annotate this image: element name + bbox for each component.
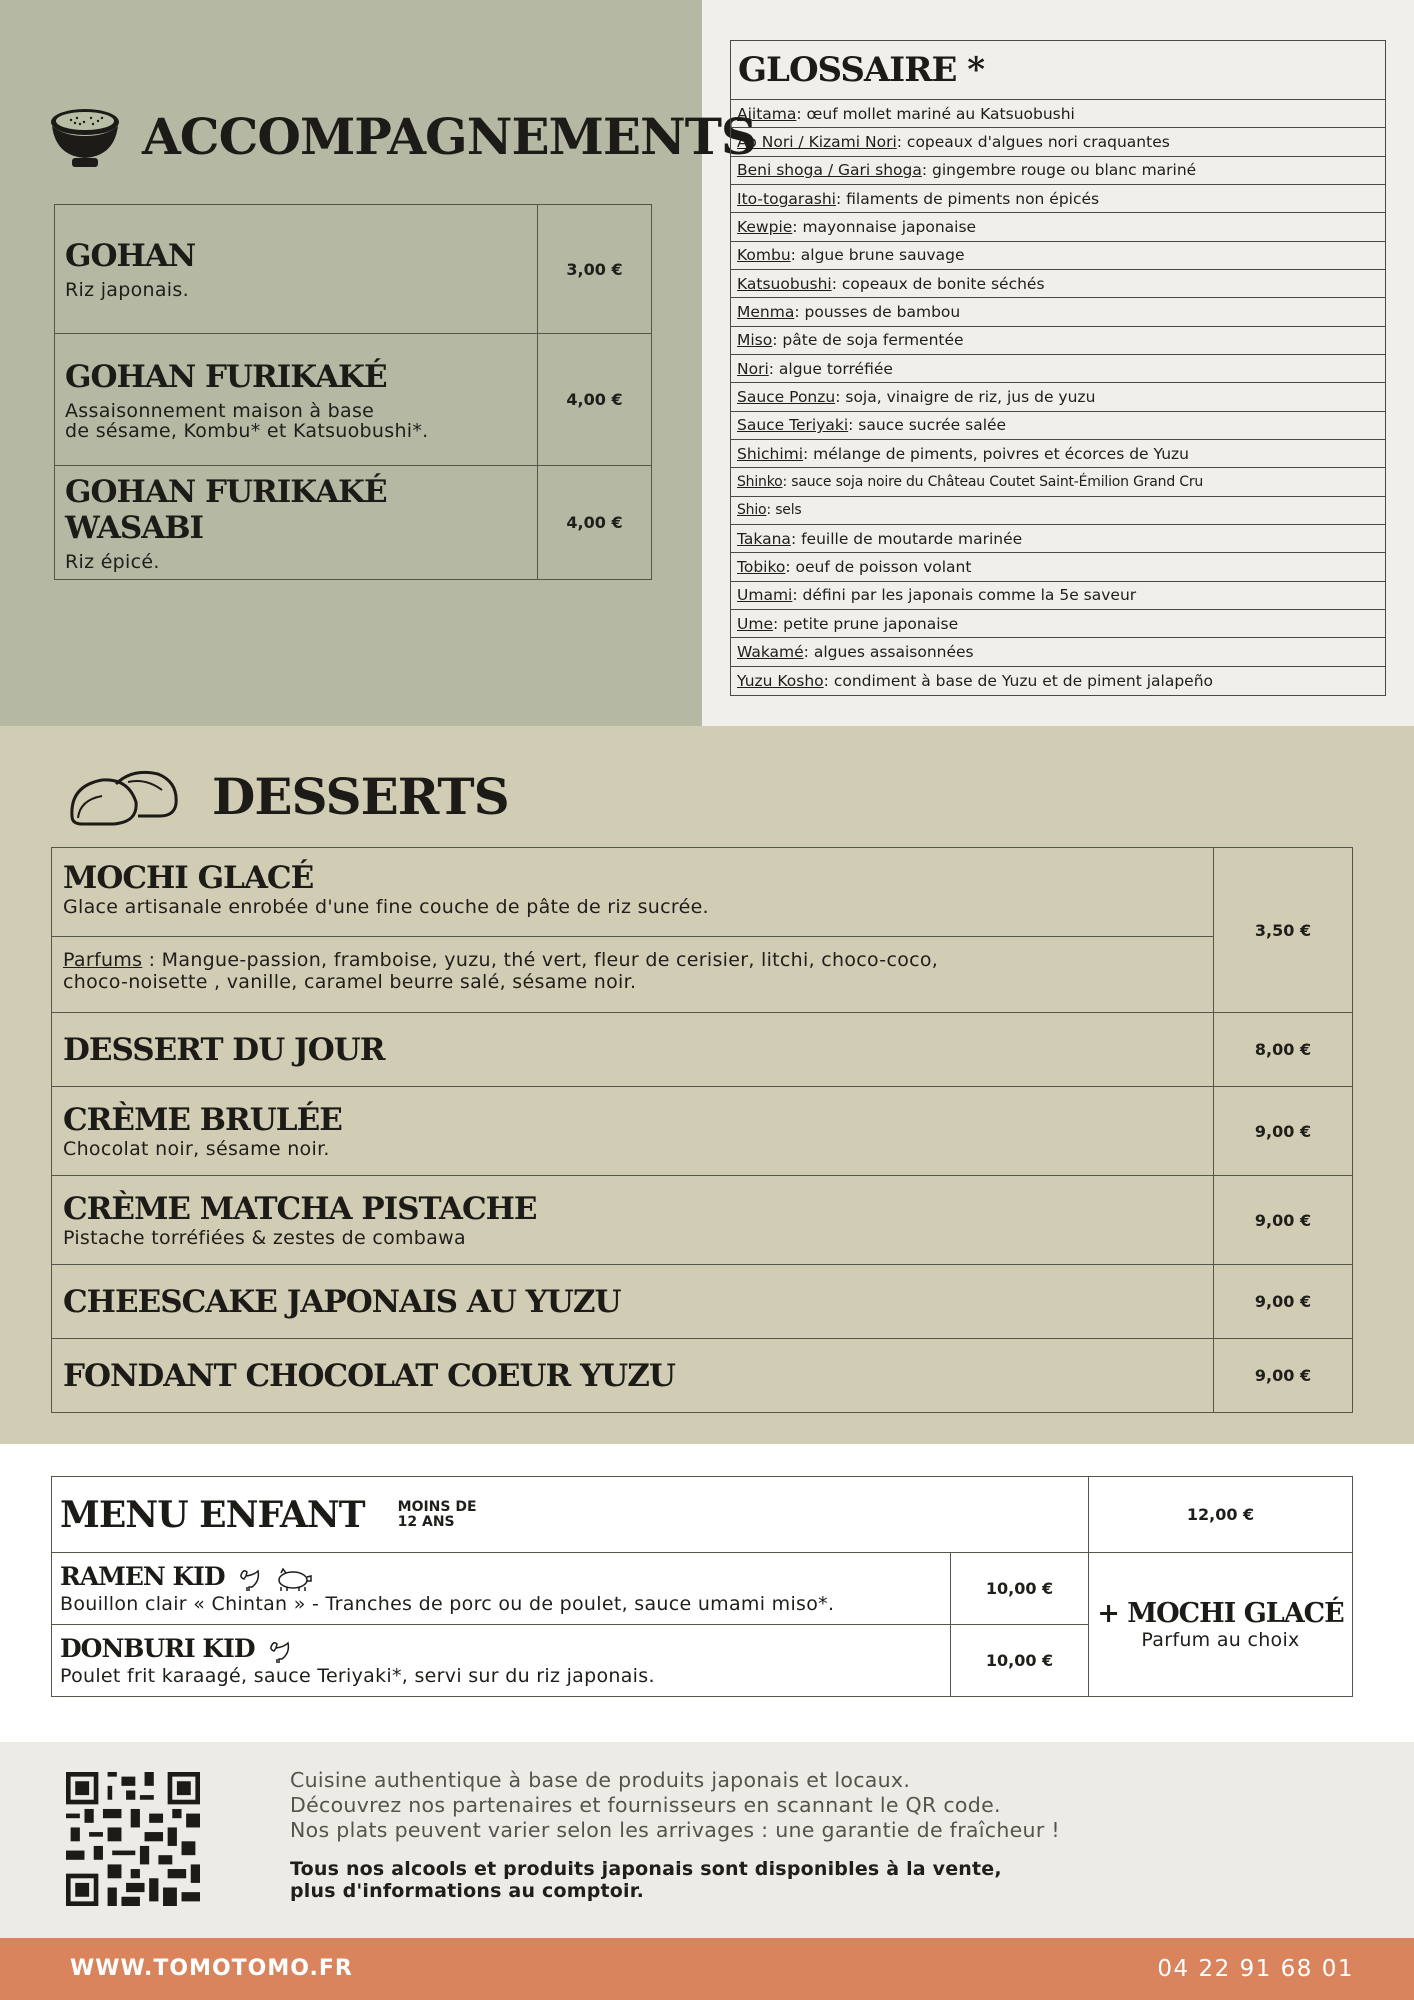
mochi-description-block	[52, 850, 1213, 937]
glossary-entry	[731, 100, 1385, 128]
table-row	[55, 466, 652, 580]
glossary-definition: : algues assaisonnées	[803, 642, 974, 661]
glossary-term: Ao Nori / Kizami Nori	[737, 132, 897, 151]
glossary-term: Umami	[737, 586, 793, 605]
glossary-term: Tobiko	[737, 557, 786, 576]
table-row	[55, 205, 652, 334]
item-name: RAMEN KID	[60, 1561, 225, 1591]
glossary-definition: : mayonnaise japonaise	[792, 217, 977, 236]
glossary	[730, 40, 1386, 696]
accompagnements-title: ACCOMPAGNEMENTS	[142, 106, 757, 166]
table-row	[52, 848, 1353, 1013]
pig-icon	[273, 1567, 313, 1593]
info-text	[290, 1768, 1060, 1843]
flavours-list-line2: choco-noisette , vanille, caramel beurre salé, sésame noir.	[63, 970, 637, 993]
dessert-subtitle: Parfum au choix	[1141, 1629, 1300, 1651]
item-price: 9,00 €	[1214, 1339, 1353, 1413]
table-row	[52, 1477, 1353, 1553]
glossary-entry	[731, 128, 1385, 156]
glossary-definition: : copeaux de bonite séchés	[831, 274, 1045, 293]
item-price: 4,00 €	[538, 466, 652, 580]
chicken-icon	[236, 1567, 262, 1593]
glossary-definition: : sauce soja noire du Château Coutet Saint-Émilion Grand Cru	[782, 473, 1204, 490]
qr-code-icon[interactable]	[66, 1772, 200, 1906]
glossary-entry	[731, 525, 1385, 553]
glossary-term: Kombu	[737, 246, 791, 265]
item-name: CRÈME BRULÉE	[63, 1102, 342, 1138]
glossary-term: Ume	[737, 614, 773, 633]
glossary-entry	[731, 440, 1385, 468]
item-name: FONDANT CHOCOLAT COEUR YUZU	[63, 1357, 675, 1394]
glossary-definition: : mélange de piments, poivres et écorces de Yuzu	[803, 444, 1189, 463]
chicken-icon	[266, 1639, 292, 1665]
glossary-entry	[731, 412, 1385, 440]
glossary-entry	[731, 497, 1385, 525]
age-limit-line1: MOINS DE	[397, 1498, 477, 1515]
glossary-entry	[731, 383, 1385, 411]
glossary-term: Sauce Ponzu	[737, 387, 836, 406]
table-row	[52, 1087, 1353, 1176]
item-description: Riz japonais.	[65, 279, 189, 301]
kids-menu-price: 12,00 €	[1089, 1477, 1353, 1553]
glossary-entry	[731, 298, 1385, 326]
phone-number[interactable]: 04 22 91 68 01	[1157, 1956, 1354, 1982]
glossary-definition: : filaments de piments non épicés	[836, 189, 1100, 208]
glossary-entry	[731, 582, 1385, 610]
item-name: CHEESCAKE JAPONAIS AU YUZU	[63, 1283, 621, 1320]
item-price: 9,00 €	[1214, 1087, 1353, 1176]
glossary-term: Wakamé	[737, 642, 804, 661]
glossary-term: Takana	[737, 529, 791, 548]
glossary-entry	[731, 327, 1385, 355]
item-price: 3,00 €	[538, 205, 652, 334]
glossary-definition: : sels	[766, 502, 802, 519]
glossary-definition: : pâte de soja fermentée	[772, 331, 964, 350]
glossary-definition: : petite prune japonaise	[772, 614, 959, 633]
table-row	[52, 1339, 1353, 1413]
glossary-entry	[731, 638, 1385, 666]
glossary-definition: : copeaux d'algues nori craquantes	[896, 132, 1170, 151]
website-link[interactable]: WWW.TOMOTOMO.FR	[70, 1956, 353, 1981]
info-bold-text	[290, 1858, 1002, 1902]
item-description: Pistache torréfiées & zestes de combawa	[63, 1227, 466, 1249]
glossary-entry	[731, 157, 1385, 185]
info-line: Nos plats peuvent varier selon les arrivages : une garantie de fraîcheur !	[290, 1818, 1060, 1842]
table-row	[52, 1176, 1353, 1265]
glossary-entry	[731, 355, 1385, 383]
glossary-definition: : algue torréfiée	[768, 359, 893, 378]
glossary-definition: : oeuf de poisson volant	[785, 557, 972, 576]
glossary-term: Katsuobushi	[737, 274, 832, 293]
age-limit	[398, 1500, 477, 1530]
glossary-entry	[731, 242, 1385, 270]
glossary-definition: : sauce sucrée salée	[848, 416, 1007, 435]
flavours-label: Parfums	[63, 948, 143, 971]
table-row	[52, 1265, 1353, 1339]
table-row	[52, 1553, 1353, 1625]
item-price: 9,00 €	[1214, 1265, 1353, 1339]
item-price: 3,50 €	[1214, 848, 1353, 1013]
item-name: GOHAN	[65, 238, 196, 274]
flavours-list-line1: : Mangue-passion, framboise, yuzu, thé vert, fleur de cerisier, litchi, choco-coco,	[142, 948, 939, 971]
item-name: GOHAN FURIKAKÉ	[65, 358, 387, 395]
glossary-term: Kewpie	[737, 217, 793, 236]
info-line: Cuisine authentique à base de produits japonais et locaux.	[290, 1768, 911, 1792]
info-line: Découvrez nos partenaires et fournisseurs en scannant le QR code.	[290, 1793, 1001, 1817]
age-limit-line2: 12 ANS	[397, 1513, 455, 1530]
dessert-title: + MOCHI GLACÉ	[1097, 1598, 1344, 1629]
glossary-term: Ajitama	[737, 104, 797, 123]
glossary-definition: : condiment à base de Yuzu et de piment jalapeño	[823, 671, 1214, 690]
item-description: Riz épicé.	[65, 550, 160, 573]
desserts-title: DESSERTS	[212, 766, 509, 826]
glossary-term: Nori	[737, 359, 769, 378]
kids-menu-dessert	[1089, 1553, 1353, 1697]
glossary-term: Shichimi	[737, 444, 804, 463]
glossary-definition: : œuf mollet mariné au Katsuobushi	[796, 104, 1075, 123]
glossary-entry	[731, 667, 1385, 695]
item-name: MOCHI GLACÉ	[63, 859, 314, 896]
glossary-entry	[731, 553, 1385, 581]
glossary-term: Yuzu Kosho	[737, 671, 824, 690]
glossary-term: Miso	[737, 331, 773, 350]
item-price: 10,00 €	[951, 1625, 1089, 1697]
glossary-term: Shio	[737, 502, 767, 519]
glossary-entry	[731, 185, 1385, 213]
item-price: 10,00 €	[951, 1553, 1089, 1625]
item-name: DESSERT DU JOUR	[63, 1031, 385, 1068]
glossary-entry	[731, 468, 1385, 496]
glossary-title: GLOSSAIRE *	[731, 41, 1385, 100]
rice-bowl-icon	[46, 100, 124, 172]
mochi-icon	[66, 764, 182, 828]
glossary-term: Beni shoga / Gari shoga	[737, 161, 922, 180]
item-description: Poulet frit karaagé, sauce Teriyaki*, servi sur du riz japonais.	[60, 1665, 655, 1688]
info-bold-line: Tous nos alcools et produits japonais sont disponibles à la vente,	[290, 1858, 1002, 1880]
glossary-definition: : défini par les japonais comme la 5e saveur	[792, 586, 1137, 605]
glossary-term: Sauce Teriyaki	[737, 416, 849, 435]
item-name: GOHAN FURIKAKÉ WASABI	[65, 473, 387, 546]
item-price: 9,00 €	[1214, 1176, 1353, 1265]
item-description: Glace artisanale enrobée d'une fine couche de pâte de riz sucrée.	[63, 895, 709, 918]
glossary-definition: : pousses de bambou	[794, 302, 961, 321]
glossary-definition: : feuille de moutarde marinée	[790, 529, 1023, 548]
item-name: CRÈME MATCHA PISTACHE	[63, 1191, 537, 1227]
kids-menu-table	[51, 1476, 1353, 1697]
glossary-definition: : soja, vinaigre de riz, jus de yuzu	[835, 387, 1096, 406]
glossary-entry	[731, 270, 1385, 298]
item-description-line1: Assaisonnement maison à base	[65, 399, 375, 422]
item-name: DONBURI KID	[60, 1633, 255, 1663]
table-row	[55, 334, 652, 466]
desserts-heading	[66, 764, 509, 828]
accompagnements-heading	[46, 100, 756, 172]
accompagnements-table	[54, 204, 652, 580]
kids-menu-section	[0, 1444, 1414, 1742]
info-section	[0, 1742, 1414, 1938]
info-bold-line: plus d'informations au comptoir.	[290, 1880, 645, 1902]
kids-menu-title: MENU ENFANT	[60, 1493, 365, 1536]
mochi-flavours	[52, 937, 1213, 1011]
glossary-definition: : algue brune sauvage	[790, 246, 965, 265]
item-description: Chocolat noir, sésame noir.	[63, 1138, 330, 1160]
item-price: 8,00 €	[1214, 1013, 1353, 1087]
item-price: 4,00 €	[538, 334, 652, 466]
glossary-entry	[731, 610, 1385, 638]
item-description: Bouillon clair « Chintan » - Tranches de porc ou de poulet, sauce umami miso*.	[60, 1593, 835, 1616]
glossary-term: Ito-togarashi	[737, 189, 836, 208]
item-description-line2: de sésame, Kombu* et Katsuobushi*.	[65, 419, 429, 442]
glossary-term: Shinko	[737, 473, 783, 490]
glossary-entry	[731, 213, 1385, 241]
desserts-table	[51, 847, 1353, 1413]
glossary-definition: : gingembre rouge ou blanc mariné	[921, 161, 1197, 180]
footer-bar	[0, 1938, 1414, 2000]
table-row	[52, 1013, 1353, 1087]
glossary-term: Menma	[737, 302, 795, 321]
desserts-section	[0, 726, 1414, 1444]
